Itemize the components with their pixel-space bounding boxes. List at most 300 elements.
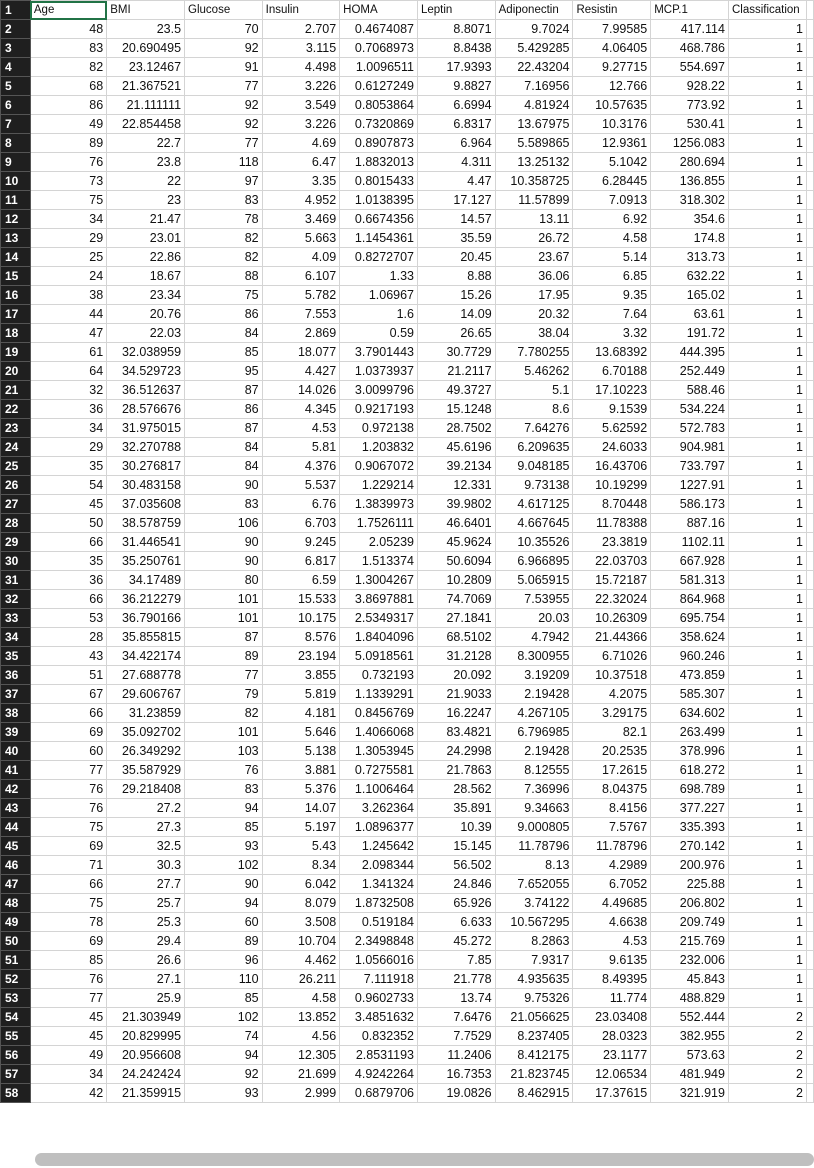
data-cell[interactable]: 14.07 <box>262 799 340 818</box>
data-cell[interactable]: 71 <box>30 856 106 875</box>
data-cell[interactable]: 5.537 <box>262 476 340 495</box>
data-cell[interactable]: 92 <box>185 96 263 115</box>
data-cell[interactable]: 165.02 <box>651 286 729 305</box>
data-cell[interactable]: 585.307 <box>651 685 729 704</box>
data-cell[interactable]: 38 <box>30 286 106 305</box>
data-cell[interactable]: 1.8832013 <box>340 153 418 172</box>
data-cell[interactable]: 8.8071 <box>418 20 496 39</box>
data-cell[interactable]: 1 <box>728 818 806 837</box>
data-cell[interactable]: 83 <box>185 191 263 210</box>
data-cell[interactable]: 1 <box>728 58 806 77</box>
data-cell[interactable]: 8.237405 <box>495 1027 573 1046</box>
data-cell[interactable]: 24.242424 <box>107 1065 185 1084</box>
data-cell[interactable]: 30.7729 <box>418 343 496 362</box>
data-cell[interactable]: 6.28445 <box>573 172 651 191</box>
data-cell[interactable]: 1 <box>728 951 806 970</box>
row-header[interactable]: 51 <box>1 951 31 970</box>
row-header[interactable]: 37 <box>1 685 31 704</box>
empty-cell[interactable] <box>806 96 813 115</box>
data-cell[interactable]: 67 <box>30 685 106 704</box>
row-header[interactable]: 17 <box>1 305 31 324</box>
data-cell[interactable]: 4.69 <box>262 134 340 153</box>
data-cell[interactable]: 28.7502 <box>418 419 496 438</box>
data-cell[interactable]: 34 <box>30 419 106 438</box>
data-cell[interactable]: 2 <box>728 1084 806 1103</box>
data-cell[interactable]: 1 <box>728 20 806 39</box>
data-cell[interactable]: 89 <box>185 932 263 951</box>
data-cell[interactable]: 102 <box>185 1008 263 1027</box>
data-cell[interactable]: 7.553 <box>262 305 340 324</box>
empty-cell[interactable] <box>806 229 813 248</box>
data-cell[interactable]: 13.67975 <box>495 115 573 134</box>
data-cell[interactable]: 698.789 <box>651 780 729 799</box>
data-cell[interactable]: 26.72 <box>495 229 573 248</box>
data-cell[interactable]: 15.26 <box>418 286 496 305</box>
data-cell[interactable]: 24.846 <box>418 875 496 894</box>
data-cell[interactable]: 864.968 <box>651 590 729 609</box>
empty-cell[interactable] <box>806 476 813 495</box>
data-cell[interactable]: 481.949 <box>651 1065 729 1084</box>
data-cell[interactable]: 4.667645 <box>495 514 573 533</box>
data-cell[interactable]: 27.2 <box>107 799 185 818</box>
data-cell[interactable]: 29.218408 <box>107 780 185 799</box>
data-cell[interactable]: 77 <box>185 134 263 153</box>
data-cell[interactable]: 1 <box>728 400 806 419</box>
row-header[interactable]: 53 <box>1 989 31 1008</box>
data-cell[interactable]: 20.690495 <box>107 39 185 58</box>
data-cell[interactable]: 530.41 <box>651 115 729 134</box>
data-cell[interactable]: 84 <box>185 438 263 457</box>
column-header-cell[interactable]: Insulin <box>262 1 340 20</box>
data-cell[interactable]: 74.7069 <box>418 590 496 609</box>
data-cell[interactable]: 7.53955 <box>495 590 573 609</box>
empty-cell[interactable] <box>806 818 813 837</box>
data-cell[interactable]: 82 <box>30 58 106 77</box>
data-cell[interactable]: 9.75326 <box>495 989 573 1008</box>
row-header[interactable]: 8 <box>1 134 31 153</box>
data-cell[interactable]: 6.633 <box>418 913 496 932</box>
data-cell[interactable]: 12.766 <box>573 77 651 96</box>
data-cell[interactable]: 6.107 <box>262 267 340 286</box>
empty-cell[interactable] <box>806 666 813 685</box>
data-cell[interactable]: 8.13 <box>495 856 573 875</box>
data-cell[interactable]: 65.926 <box>418 894 496 913</box>
data-cell[interactable]: 1 <box>728 305 806 324</box>
data-cell[interactable]: 23.03408 <box>573 1008 651 1027</box>
data-cell[interactable]: 27.3 <box>107 818 185 837</box>
empty-cell[interactable] <box>806 381 813 400</box>
data-cell[interactable]: 1.245642 <box>340 837 418 856</box>
data-cell[interactable]: 21.47 <box>107 210 185 229</box>
data-cell[interactable]: 49.3727 <box>418 381 496 400</box>
data-cell[interactable]: 473.859 <box>651 666 729 685</box>
data-cell[interactable]: 4.53 <box>573 932 651 951</box>
data-cell[interactable]: 1 <box>728 590 806 609</box>
data-cell[interactable]: 1 <box>728 96 806 115</box>
data-cell[interactable]: 11.2406 <box>418 1046 496 1065</box>
data-cell[interactable]: 6.8317 <box>418 115 496 134</box>
data-cell[interactable]: 21.778 <box>418 970 496 989</box>
row-header[interactable]: 56 <box>1 1046 31 1065</box>
data-cell[interactable]: 2 <box>728 1027 806 1046</box>
data-cell[interactable]: 8.70448 <box>573 495 651 514</box>
data-cell[interactable]: 47 <box>30 324 106 343</box>
data-cell[interactable]: 4.345 <box>262 400 340 419</box>
data-cell[interactable]: 106 <box>185 514 263 533</box>
data-cell[interactable]: 6.7052 <box>573 875 651 894</box>
data-cell[interactable]: 31.975015 <box>107 419 185 438</box>
data-cell[interactable]: 1 <box>728 362 806 381</box>
data-cell[interactable]: 1 <box>728 761 806 780</box>
data-cell[interactable]: 16.2247 <box>418 704 496 723</box>
data-cell[interactable]: 101 <box>185 723 263 742</box>
data-cell[interactable]: 7.85 <box>418 951 496 970</box>
data-cell[interactable]: 5.62592 <box>573 419 651 438</box>
data-cell[interactable]: 6.85 <box>573 267 651 286</box>
data-cell[interactable]: 39.2134 <box>418 457 496 476</box>
row-header[interactable]: 38 <box>1 704 31 723</box>
data-cell[interactable]: 35 <box>30 552 106 571</box>
data-cell[interactable]: 12.305 <box>262 1046 340 1065</box>
data-cell[interactable]: 8.462915 <box>495 1084 573 1103</box>
empty-cell[interactable] <box>806 742 813 761</box>
data-cell[interactable]: 0.8456769 <box>340 704 418 723</box>
data-cell[interactable]: 8.2863 <box>495 932 573 951</box>
data-cell[interactable]: 1 <box>728 552 806 571</box>
data-cell[interactable]: 1 <box>728 780 806 799</box>
data-cell[interactable]: 69 <box>30 837 106 856</box>
data-cell[interactable]: 89 <box>185 647 263 666</box>
data-cell[interactable]: 20.2535 <box>573 742 651 761</box>
data-cell[interactable]: 6.47 <box>262 153 340 172</box>
data-cell[interactable]: 23.3819 <box>573 533 651 552</box>
row-header[interactable]: 46 <box>1 856 31 875</box>
data-cell[interactable]: 0.8053864 <box>340 96 418 115</box>
empty-cell[interactable] <box>806 305 813 324</box>
data-cell[interactable]: 36.06 <box>495 267 573 286</box>
data-cell[interactable]: 6.966895 <box>495 552 573 571</box>
data-cell[interactable]: 1.8404096 <box>340 628 418 647</box>
data-cell[interactable]: 11.57899 <box>495 191 573 210</box>
data-cell[interactable]: 86 <box>185 400 263 419</box>
row-header[interactable]: 47 <box>1 875 31 894</box>
data-cell[interactable]: 4.462 <box>262 951 340 970</box>
data-cell[interactable]: 1 <box>728 286 806 305</box>
data-cell[interactable]: 9.000805 <box>495 818 573 837</box>
data-cell[interactable]: 103 <box>185 742 263 761</box>
data-cell[interactable]: 36.512637 <box>107 381 185 400</box>
row-header[interactable]: 4 <box>1 58 31 77</box>
data-cell[interactable]: 1102.11 <box>651 533 729 552</box>
data-cell[interactable]: 83 <box>185 780 263 799</box>
data-cell[interactable]: 20.092 <box>418 666 496 685</box>
empty-cell[interactable] <box>806 419 813 438</box>
data-cell[interactable]: 85 <box>30 951 106 970</box>
data-cell[interactable]: 29.4 <box>107 932 185 951</box>
data-cell[interactable]: 4.53 <box>262 419 340 438</box>
data-cell[interactable]: 1.3839973 <box>340 495 418 514</box>
data-cell[interactable]: 4.56 <box>262 1027 340 1046</box>
row-header[interactable]: 31 <box>1 571 31 590</box>
row-header[interactable]: 35 <box>1 647 31 666</box>
data-cell[interactable]: 313.73 <box>651 248 729 267</box>
empty-cell[interactable] <box>806 324 813 343</box>
column-header-cell[interactable]: Classification <box>728 1 806 20</box>
row-header[interactable]: 29 <box>1 533 31 552</box>
data-cell[interactable]: 76 <box>30 799 106 818</box>
data-cell[interactable]: 2.8531193 <box>340 1046 418 1065</box>
data-cell[interactable]: 377.227 <box>651 799 729 818</box>
data-cell[interactable]: 4.09 <box>262 248 340 267</box>
data-cell[interactable]: 69 <box>30 723 106 742</box>
data-cell[interactable]: 11.78388 <box>573 514 651 533</box>
data-cell[interactable]: 45 <box>30 1008 106 1027</box>
data-cell[interactable]: 21.056625 <box>495 1008 573 1027</box>
row-header[interactable]: 57 <box>1 1065 31 1084</box>
data-cell[interactable]: 36 <box>30 571 106 590</box>
row-header[interactable]: 48 <box>1 894 31 913</box>
data-cell[interactable]: 45 <box>30 495 106 514</box>
data-cell[interactable]: 6.703 <box>262 514 340 533</box>
data-cell[interactable]: 378.996 <box>651 742 729 761</box>
data-cell[interactable]: 3.226 <box>262 115 340 134</box>
data-cell[interactable]: 1 <box>728 191 806 210</box>
empty-cell[interactable] <box>806 894 813 913</box>
data-cell[interactable]: 1 <box>728 685 806 704</box>
data-cell[interactable]: 31.446541 <box>107 533 185 552</box>
data-cell[interactable]: 1 <box>728 172 806 191</box>
data-cell[interactable]: 30.3 <box>107 856 185 875</box>
data-cell[interactable]: 4.935635 <box>495 970 573 989</box>
data-cell[interactable]: 1 <box>728 799 806 818</box>
data-cell[interactable]: 12.9361 <box>573 134 651 153</box>
data-cell[interactable]: 25.7 <box>107 894 185 913</box>
data-cell[interactable]: 3.115 <box>262 39 340 58</box>
row-header[interactable]: 55 <box>1 1027 31 1046</box>
data-cell[interactable]: 3.74122 <box>495 894 573 913</box>
data-cell[interactable]: 3.855 <box>262 666 340 685</box>
data-cell[interactable]: 1.513374 <box>340 552 418 571</box>
data-cell[interactable]: 5.782 <box>262 286 340 305</box>
data-cell[interactable]: 97 <box>185 172 263 191</box>
row-header[interactable]: 14 <box>1 248 31 267</box>
row-header[interactable]: 7 <box>1 115 31 134</box>
empty-cell[interactable] <box>806 989 813 1008</box>
data-cell[interactable]: 5.1 <box>495 381 573 400</box>
data-cell[interactable]: 3.262364 <box>340 799 418 818</box>
data-cell[interactable]: 1 <box>728 210 806 229</box>
data-cell[interactable]: 417.114 <box>651 20 729 39</box>
data-cell[interactable]: 94 <box>185 1046 263 1065</box>
data-cell[interactable]: 468.786 <box>651 39 729 58</box>
data-cell[interactable]: 1 <box>728 267 806 286</box>
data-cell[interactable]: 118 <box>185 153 263 172</box>
row-header[interactable]: 10 <box>1 172 31 191</box>
data-cell[interactable]: 77 <box>185 666 263 685</box>
data-cell[interactable]: 35 <box>30 457 106 476</box>
data-cell[interactable]: 64 <box>30 362 106 381</box>
data-cell[interactable]: 318.302 <box>651 191 729 210</box>
data-cell[interactable]: 1.06967 <box>340 286 418 305</box>
data-cell[interactable]: 19.0826 <box>418 1084 496 1103</box>
data-cell[interactable]: 31.23859 <box>107 704 185 723</box>
data-cell[interactable]: 23.1177 <box>573 1046 651 1065</box>
data-cell[interactable]: 86 <box>185 305 263 324</box>
data-cell[interactable]: 11.78796 <box>495 837 573 856</box>
data-cell[interactable]: 14.57 <box>418 210 496 229</box>
row-header[interactable]: 44 <box>1 818 31 837</box>
data-cell[interactable]: 8.4156 <box>573 799 651 818</box>
data-cell[interactable]: 9.27715 <box>573 58 651 77</box>
data-cell[interactable]: 75 <box>30 818 106 837</box>
data-cell[interactable]: 1 <box>728 39 806 58</box>
data-cell[interactable]: 2 <box>728 1046 806 1065</box>
data-cell[interactable]: 80 <box>185 571 263 590</box>
data-cell[interactable]: 0.9067072 <box>340 457 418 476</box>
data-cell[interactable]: 10.26309 <box>573 609 651 628</box>
data-cell[interactable]: 1.1006464 <box>340 780 418 799</box>
data-cell[interactable]: 263.499 <box>651 723 729 742</box>
data-cell[interactable]: 82 <box>185 248 263 267</box>
data-cell[interactable]: 13.25132 <box>495 153 573 172</box>
data-cell[interactable]: 10.19299 <box>573 476 651 495</box>
empty-cell[interactable] <box>806 552 813 571</box>
data-cell[interactable]: 20.03 <box>495 609 573 628</box>
data-cell[interactable]: 1 <box>728 153 806 172</box>
data-cell[interactable]: 335.393 <box>651 818 729 837</box>
data-cell[interactable]: 10.567295 <box>495 913 573 932</box>
empty-cell[interactable] <box>806 799 813 818</box>
row-header[interactable]: 50 <box>1 932 31 951</box>
data-cell[interactable]: 667.928 <box>651 552 729 571</box>
data-cell[interactable]: 10.704 <box>262 932 340 951</box>
data-cell[interactable]: 1.0138395 <box>340 191 418 210</box>
empty-cell[interactable] <box>806 134 813 153</box>
data-cell[interactable]: 1.203832 <box>340 438 418 457</box>
data-cell[interactable]: 0.7068973 <box>340 39 418 58</box>
data-cell[interactable]: 4.2989 <box>573 856 651 875</box>
data-cell[interactable]: 928.22 <box>651 77 729 96</box>
data-cell[interactable]: 36 <box>30 400 106 419</box>
data-cell[interactable]: 1.0373937 <box>340 362 418 381</box>
data-cell[interactable]: 85 <box>185 989 263 1008</box>
data-cell[interactable]: 10.35526 <box>495 533 573 552</box>
data-cell[interactable]: 66 <box>30 875 106 894</box>
row-header[interactable]: 5 <box>1 77 31 96</box>
data-cell[interactable]: 82.1 <box>573 723 651 742</box>
empty-cell[interactable] <box>806 248 813 267</box>
data-cell[interactable]: 8.576 <box>262 628 340 647</box>
data-cell[interactable]: 0.832352 <box>340 1027 418 1046</box>
data-cell[interactable]: 18.67 <box>107 267 185 286</box>
data-cell[interactable]: 354.6 <box>651 210 729 229</box>
data-cell[interactable]: 5.646 <box>262 723 340 742</box>
data-cell[interactable]: 4.427 <box>262 362 340 381</box>
data-cell[interactable]: 24 <box>30 267 106 286</box>
data-cell[interactable]: 90 <box>185 552 263 571</box>
data-cell[interactable]: 21.111111 <box>107 96 185 115</box>
data-cell[interactable]: 3.226 <box>262 77 340 96</box>
column-header-cell[interactable]: Age <box>30 1 106 20</box>
data-cell[interactable]: 8.49395 <box>573 970 651 989</box>
data-cell[interactable]: 22.03 <box>107 324 185 343</box>
data-cell[interactable]: 34.422174 <box>107 647 185 666</box>
row-header[interactable]: 28 <box>1 514 31 533</box>
row-header[interactable]: 15 <box>1 267 31 286</box>
data-cell[interactable]: 5.81 <box>262 438 340 457</box>
data-cell[interactable]: 2 <box>728 1065 806 1084</box>
data-cell[interactable]: 1.229214 <box>340 476 418 495</box>
data-cell[interactable]: 4.181 <box>262 704 340 723</box>
data-cell[interactable]: 45.6196 <box>418 438 496 457</box>
data-cell[interactable]: 2.05239 <box>340 533 418 552</box>
data-cell[interactable]: 15.72187 <box>573 571 651 590</box>
column-header-cell[interactable]: Adiponectin <box>495 1 573 20</box>
data-cell[interactable]: 22.03703 <box>573 552 651 571</box>
data-cell[interactable]: 21.2117 <box>418 362 496 381</box>
data-cell[interactable]: 4.952 <box>262 191 340 210</box>
data-cell[interactable]: 4.311 <box>418 153 496 172</box>
data-cell[interactable]: 45.272 <box>418 932 496 951</box>
data-cell[interactable]: 358.624 <box>651 628 729 647</box>
empty-cell[interactable] <box>806 761 813 780</box>
data-cell[interactable]: 21.699 <box>262 1065 340 1084</box>
empty-cell[interactable] <box>806 438 813 457</box>
data-cell[interactable]: 3.0099796 <box>340 381 418 400</box>
row-header[interactable]: 2 <box>1 20 31 39</box>
data-cell[interactable]: 1 <box>728 666 806 685</box>
data-cell[interactable]: 4.376 <box>262 457 340 476</box>
empty-cell[interactable] <box>806 913 813 932</box>
data-cell[interactable]: 91 <box>185 58 263 77</box>
data-cell[interactable]: 35.587929 <box>107 761 185 780</box>
empty-cell[interactable] <box>806 685 813 704</box>
data-cell[interactable]: 49 <box>30 1046 106 1065</box>
data-cell[interactable]: 26.211 <box>262 970 340 989</box>
data-cell[interactable]: 21.9033 <box>418 685 496 704</box>
row-header[interactable]: 3 <box>1 39 31 58</box>
row-header[interactable]: 33 <box>1 609 31 628</box>
data-cell[interactable]: 136.855 <box>651 172 729 191</box>
data-cell[interactable]: 9.8827 <box>418 77 496 96</box>
data-cell[interactable]: 1.0566016 <box>340 951 418 970</box>
empty-cell[interactable] <box>806 609 813 628</box>
empty-cell[interactable] <box>806 723 813 742</box>
data-cell[interactable]: 102 <box>185 856 263 875</box>
data-cell[interactable]: 733.797 <box>651 457 729 476</box>
data-cell[interactable]: 7.36996 <box>495 780 573 799</box>
data-cell[interactable]: 1.3053945 <box>340 742 418 761</box>
empty-cell[interactable] <box>806 533 813 552</box>
data-cell[interactable]: 87 <box>185 419 263 438</box>
data-cell[interactable]: 77 <box>30 989 106 1008</box>
data-cell[interactable]: 1 <box>728 77 806 96</box>
data-cell[interactable]: 14.09 <box>418 305 496 324</box>
data-cell[interactable]: 1 <box>728 533 806 552</box>
empty-cell[interactable] <box>806 1046 813 1065</box>
data-cell[interactable]: 88 <box>185 267 263 286</box>
data-cell[interactable]: 1.8732508 <box>340 894 418 913</box>
data-cell[interactable]: 5.429285 <box>495 39 573 58</box>
data-cell[interactable]: 35.250761 <box>107 552 185 571</box>
data-cell[interactable]: 82 <box>185 704 263 723</box>
data-cell[interactable]: 4.6638 <box>573 913 651 932</box>
data-cell[interactable]: 26.65 <box>418 324 496 343</box>
data-cell[interactable]: 5.14 <box>573 248 651 267</box>
data-cell[interactable]: 2.3498848 <box>340 932 418 951</box>
data-cell[interactable]: 252.449 <box>651 362 729 381</box>
empty-cell[interactable] <box>806 951 813 970</box>
